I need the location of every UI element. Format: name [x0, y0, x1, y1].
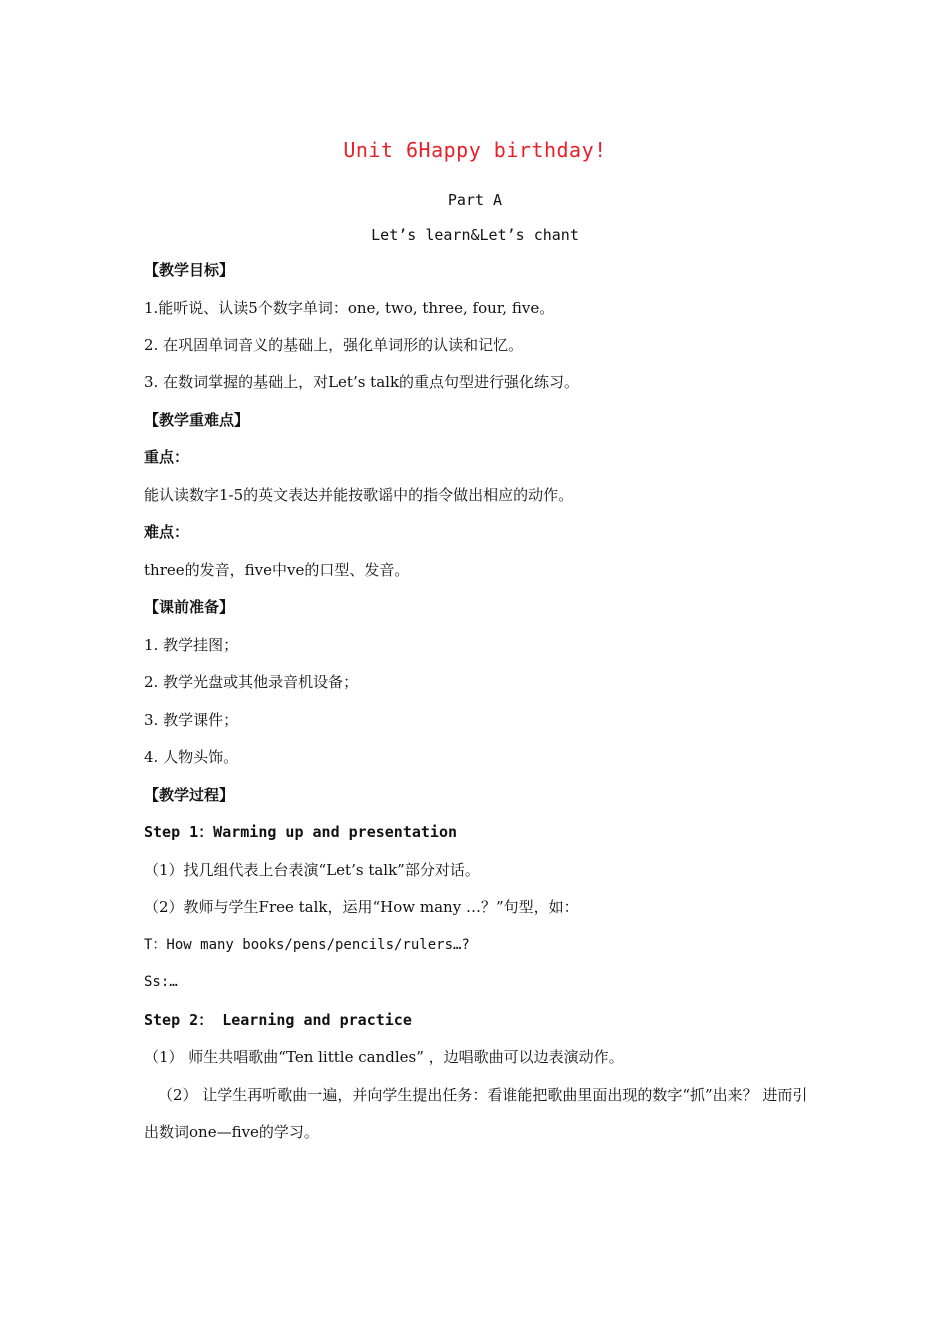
- lesson-label: Let’s learn&Let’s chant: [371, 226, 579, 244]
- preparation-item: 4. 人物头饰。: [144, 748, 239, 766]
- step1-line: （1）找几组代表上台表演“Let’s talk”部分对话。: [144, 861, 480, 879]
- preparation-item: 3. 教学课件；: [144, 711, 239, 729]
- objective-item: 1.能听说、认读5个数字单词：one, two, three, four, five。: [144, 299, 555, 317]
- difficult-label: 难点：: [144, 523, 190, 541]
- step1-line: T：How many books/pens/pencils/rulers…?: [144, 937, 470, 953]
- objective-item: 2. 在巩固单词音义的基础上，强化单词形的认读和记忆。: [144, 336, 524, 354]
- difficult-text: three的发音，five中ve的口型、发音。: [144, 561, 410, 579]
- objective-item: 3. 在数词掌握的基础上，对Let’s talk的重点句型进行强化练习。: [144, 373, 580, 391]
- part-label: Part A: [447, 191, 503, 209]
- step2-line: （1） 师生共唱歌曲“Ten little candles” ，边唱歌曲可以边表演动作。: [144, 1048, 624, 1066]
- step1-title: Step 1：Warming up and presentation: [144, 823, 458, 841]
- objectives-heading: 【教学目标】: [144, 261, 235, 279]
- preparation-heading: 【课前准备】: [144, 598, 235, 616]
- key-text: 能认读数字1-5的英文表达并能按歌谣中的指令做出相应的动作。: [144, 486, 574, 504]
- process-heading: 【教学过程】: [144, 786, 235, 804]
- step1-line: （2）教师与学生Free talk，运用“How many …？”句型，如：: [144, 898, 579, 916]
- key-difficult-heading: 【教学重难点】: [144, 411, 250, 429]
- step2-title: Step 2： Learning and practice: [144, 1011, 412, 1029]
- preparation-item: 1. 教学挂图；: [144, 636, 239, 654]
- step2-line: （2） 让学生再听歌曲一遍，并向学生提出任务：看谁能把歌曲里面出现的数字“抓”出来？ 进而引出数词one—five的学习。: [144, 1086, 808, 1141]
- preparation-item: 2. 教学光盘或其他录音机设备；: [144, 673, 359, 691]
- key-label: 重点：: [144, 448, 190, 466]
- document-title: Unit 6Happy birthday!: [343, 138, 607, 162]
- step1-line: Ss:…: [144, 974, 178, 990]
